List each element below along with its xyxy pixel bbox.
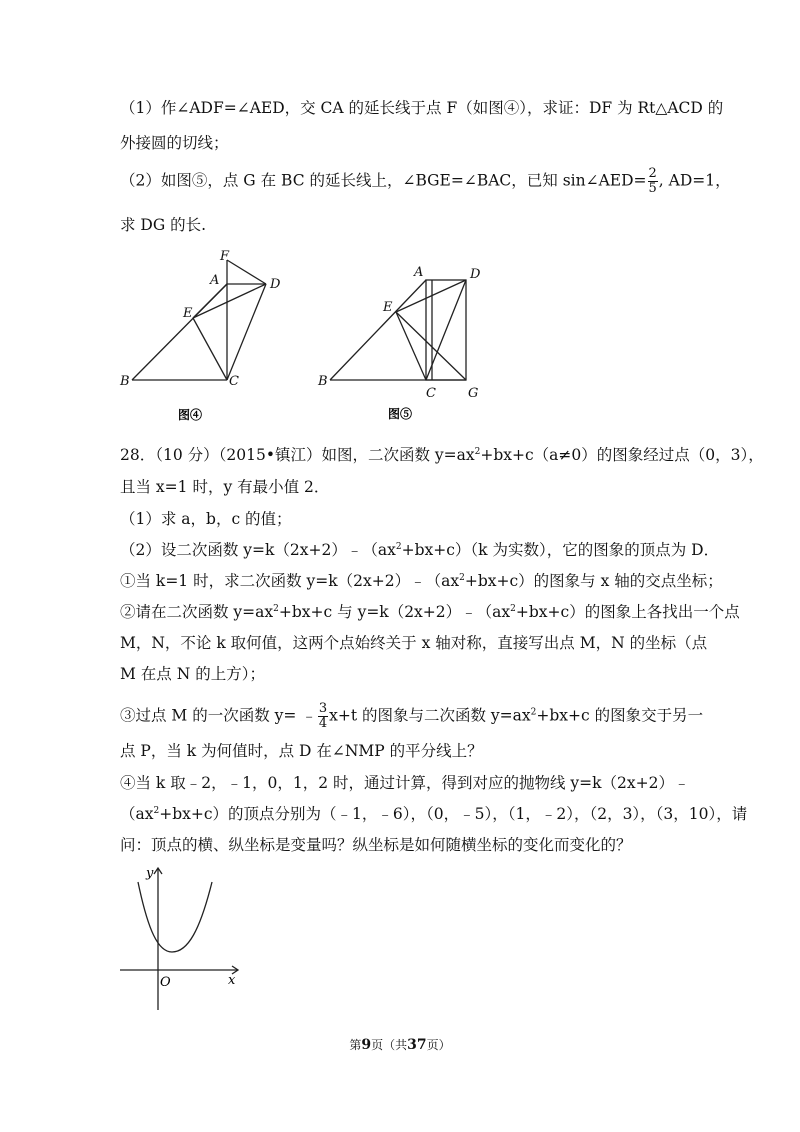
q28-line8: M 在点 N 的上方）； — [120, 665, 265, 683]
q28-line9-mid: x+t 的图象与二次函数 y=ax — [329, 706, 531, 725]
fraction-numerator: 3 — [318, 701, 328, 716]
fig5-caption: 图⑤ — [388, 407, 413, 421]
parabola-curve — [138, 882, 212, 952]
exponent-2: 2 — [510, 604, 516, 614]
q28-line12-pre: （ax — [120, 805, 154, 823]
q28-line6-pre: ②请在二次函数 y=ax — [120, 603, 274, 621]
fig5-label-E: E — [383, 300, 393, 315]
graph-y-label: y — [146, 866, 154, 881]
q28-line6-mid: +bx+c 与 y=k（2x+2）﹣（ax — [278, 603, 511, 621]
exponent-2: 2 — [273, 604, 279, 614]
page-footer — [0, 1036, 800, 1053]
q28-line9-post: +bx+c 的图象交于另一 — [536, 706, 704, 725]
q28-line4-post: +bx+c）（k 为实数），它的图象的顶点为 D． — [401, 541, 720, 559]
figure-4-lines — [132, 260, 266, 380]
q28-line6-post: +bx+c）的图象上各找出一个点 — [515, 603, 740, 621]
footer-pre: 第 — [349, 1038, 362, 1052]
q28-line5-post: +bx+c）的图象与 x 轴的交点坐标； — [464, 572, 723, 590]
q28-line9 — [120, 702, 703, 731]
q28-line1 — [120, 444, 764, 466]
part2-line2: 求 DG 的长. — [120, 216, 207, 234]
fig4-label-A: A — [210, 273, 220, 288]
fraction-denominator: 5 — [648, 181, 657, 196]
fig5-label-A: A — [414, 265, 424, 280]
fig4-label-F: F — [220, 249, 230, 264]
q28-line5-pre: ①当 k=1 时，求二次函数 y=k（2x+2）﹣（ax — [120, 572, 460, 590]
part2-line1 — [120, 167, 731, 196]
part1-line2: 外接圆的切线； — [120, 134, 229, 152]
figure-5-lines — [330, 280, 466, 380]
q28-line12-post: +bx+c）的顶点分别为（﹣1，﹣6），（0，﹣5），（1，﹣2），（2，3），（3，10），请 — [159, 805, 748, 823]
fraction-denominator: 4 — [318, 716, 328, 731]
q28-line12 — [120, 803, 747, 825]
fig5-label-D: D — [470, 267, 481, 282]
fig5-label-C: C — [426, 386, 436, 401]
q28-line10: 点 P，当 k 为何值时，点 D 在∠NMP 的平分线上？ — [120, 742, 483, 760]
footer-total-pages: 37 — [407, 1037, 427, 1053]
graph-origin-label: O — [160, 975, 171, 990]
fig4-label-E: E — [183, 306, 193, 321]
q28-line1-pre: 28．（10 分）（2015•镇江）如图，二次函数 y=ax — [120, 446, 475, 464]
q28-line4 — [120, 539, 719, 561]
fraction-numerator: 2 — [648, 166, 657, 181]
footer-post: 页） — [426, 1038, 451, 1052]
fig5-label-G: G — [468, 386, 479, 401]
q28-line6 — [120, 601, 740, 623]
parabola-graph — [110, 860, 270, 1020]
q28-line2: 且当 x=1 时，y 有最小值 2． — [120, 478, 330, 496]
q28-line5 — [120, 570, 723, 592]
fraction-3-4 — [318, 702, 328, 731]
fig5-label-B: B — [318, 374, 328, 389]
fig4-label-C: C — [229, 374, 239, 389]
geometry-figures — [0, 248, 800, 428]
exponent-2: 2 — [395, 542, 402, 552]
q28-line4-pre: （2）设二次函数 y=k（2x+2）﹣（ax — [120, 541, 396, 559]
q28-line9-pre: ③过点 M 的一次函数 y= ﹣ — [120, 706, 317, 725]
q28-line13: 问：顶点的横、纵坐标是变量吗？纵坐标是如何随横坐标的变化而变化的？ — [120, 836, 632, 854]
exponent-2: 2 — [459, 573, 465, 583]
fig4-caption: 图④ — [178, 408, 203, 422]
q28-line7: M，N，不论 k 取何值，这两个点始终关于 x 轴对称，直接写出点 M，N 的坐标（点 — [120, 634, 708, 652]
footer-page-number: 9 — [361, 1037, 372, 1053]
q28-line3: （1）求 a，b，c 的值； — [120, 510, 292, 528]
fig4-label-D: D — [270, 277, 281, 292]
exponent-2: 2 — [474, 447, 481, 457]
footer-mid: 页（共 — [371, 1038, 408, 1052]
part2-line1-post: , AD=1， — [658, 171, 731, 190]
q28-line11: ④当 k 取﹣2，﹣1，0，1，2 时，通过计算，得到对应的抛物线 y=k（2x+2）﹣ — [120, 774, 690, 792]
graph-x-label: x — [228, 973, 236, 988]
part1-line1: （1）作∠ADF=∠AED，交 CA 的延长线于点 F（如图④），求证：DF 为 Rt△ACD 的 — [120, 99, 724, 117]
fraction-2-5 — [648, 167, 658, 196]
q28-line1-post: +bx+c（a≠0）的图象经过点（0，3）， — [480, 446, 764, 464]
exponent-2: 2 — [530, 707, 537, 718]
part2-line1-pre: （2）如图⑤，点 G 在 BC 的延长线上，∠BGE=∠BAC，已知 sin∠AED= — [120, 171, 647, 190]
fig4-label-B: B — [120, 374, 130, 389]
exponent-2: 2 — [153, 806, 160, 816]
